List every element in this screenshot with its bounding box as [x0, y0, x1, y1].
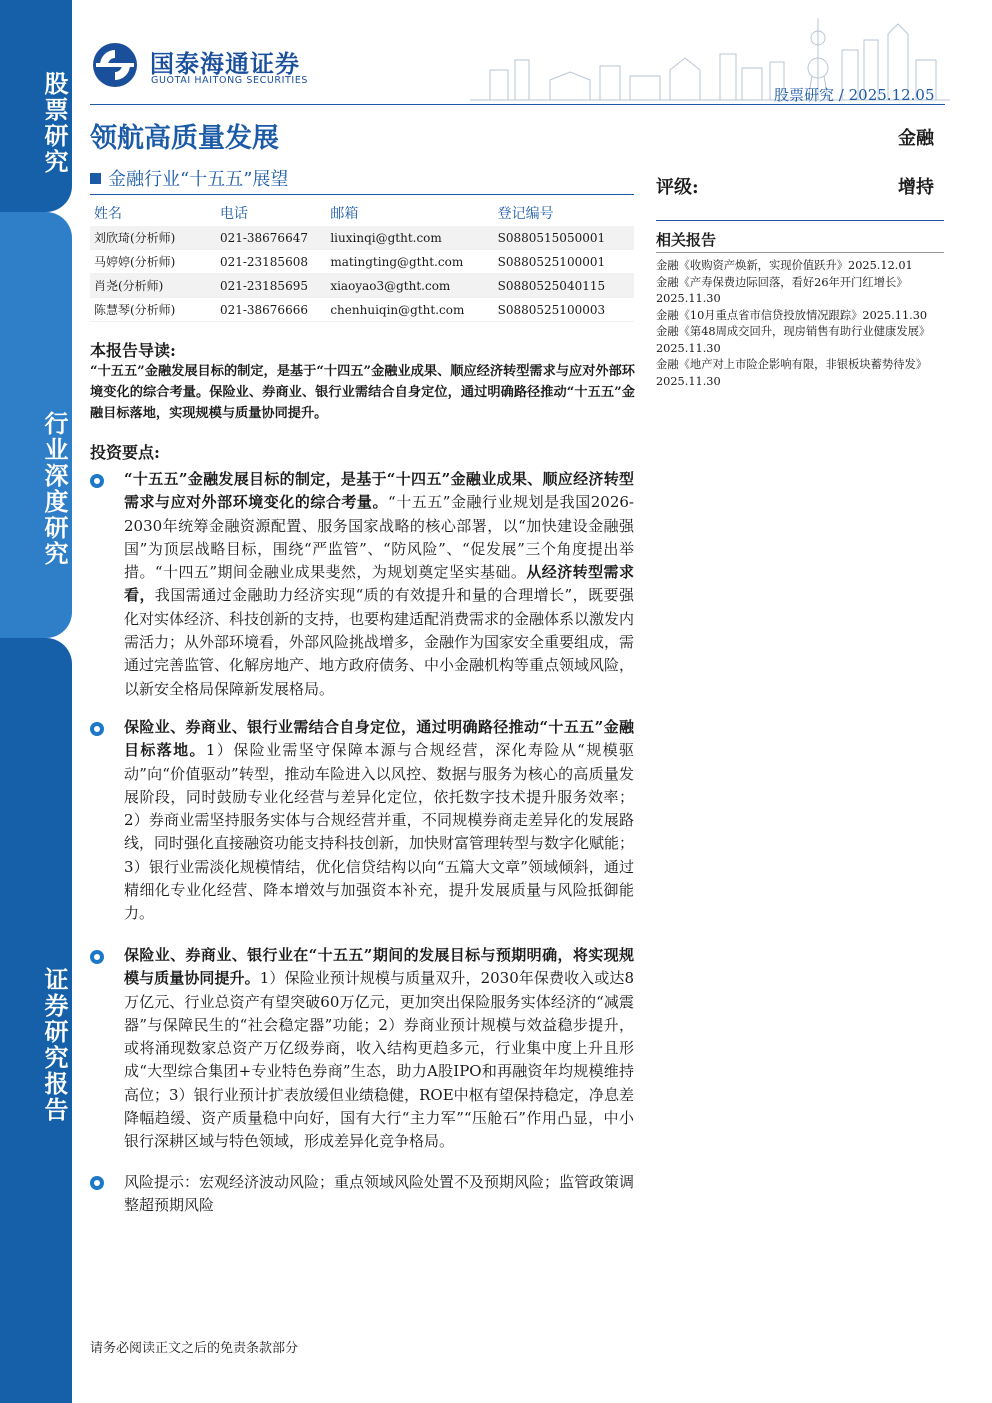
- investment-point: [124, 716, 634, 926]
- bullet-icon: [90, 474, 104, 488]
- brand-logo: [90, 40, 350, 90]
- sidebar-tab-industry-research: 行业深度研究: [0, 212, 72, 638]
- analyst-registration: S0880525100001: [494, 250, 634, 274]
- related-report-link[interactable]: 金融《地产对上市险企影响有限，非银板块蓄势待发》2025.11.30: [656, 358, 928, 388]
- investment-point: [124, 944, 634, 1154]
- analyst-name: 刘欣琦(分析师): [90, 226, 216, 250]
- sidebar-tab-securities-report: 证券研究报告: [0, 638, 72, 1403]
- analyst-phone: 021-23185608: [216, 250, 326, 274]
- analyst-phone: 021-38676666: [216, 298, 326, 322]
- breadcrumb-category: 股票研究: [774, 86, 835, 104]
- report-title: 领航高质量发展: [90, 123, 279, 154]
- analyst-phone: 021-38676647: [216, 226, 326, 250]
- analyst-name: 陈慧琴(分析师): [90, 298, 216, 322]
- point-bold-text: 从经济转型需求看，: [124, 563, 634, 605]
- guide-text: “十五五”金融发展目标的制定，是基于“十四五”金融业成果、顺应经济转型需求与应对外部环境变化的综合考量。保险业、券商业、银行业需结合自身定位，通过明确路径推动“十五五”金融目标落地，实现规模与质量协同提升。: [90, 364, 635, 421]
- bullet-icon: [90, 950, 104, 964]
- column-header-phone: 电话: [219, 206, 248, 222]
- point-text: “十五五”金融行业规划是我国2026-2030年统筹金融资源配置、服务国家战略的核心部署，以“加快建设金融强国”为顶层战略目标，围绕“严监管”、“防风险”、“促发展”三个角度提出举措。“十四五”期间金融业成果斐然，为规划奠定坚实基础。: [124, 493, 634, 582]
- related-reports-title: 相关报告: [656, 231, 717, 249]
- related-report-link[interactable]: 金融《产寿保费边际回落，看好26年开门红增长》2025.11.30: [656, 275, 908, 305]
- bullet-icon: [90, 722, 104, 736]
- breadcrumb-separator: /: [838, 86, 849, 104]
- analyst-registration: S0880525040115: [494, 274, 634, 298]
- disclaimer-footer[interactable]: 请务必阅读正文之后的免责条款部分: [90, 1341, 299, 1356]
- sidebar: [0, 0, 72, 1403]
- breadcrumb: [774, 84, 935, 105]
- industry-label: 金融: [898, 128, 934, 149]
- report-date: 2025.12.05: [848, 86, 935, 104]
- rating-value: 增持: [898, 177, 934, 198]
- related-report-link[interactable]: 金融《收购资产焕新，实现价值跃升》2025.12.01: [656, 259, 913, 272]
- table-header-row: [90, 200, 634, 226]
- rating-divider: [656, 220, 944, 221]
- analyst-email[interactable]: xiaoyao3@gtht.com: [326, 274, 493, 298]
- analysts-table: [90, 200, 634, 322]
- square-bullet-icon: [90, 173, 101, 184]
- rating-label: 评级:: [656, 177, 699, 198]
- analyst-email[interactable]: matingting@gtht.com: [326, 250, 493, 274]
- table-row: [90, 226, 634, 250]
- report-subtitle-text: 金融行业“十五五”展望: [108, 169, 289, 190]
- analyst-registration: S0880525100003: [494, 298, 634, 322]
- point-bold-text: “十五五”金融发展目标的制定，是基于“十四五”金融业成果、顺应经济转型需求与应对外部环境变化的综合考量。: [124, 470, 634, 512]
- point-text: 1）保险业预计规模与质量双升，2030年保费收入或达8万亿元、行业总资产有望突破60万亿元，更加突出保险服务实体经济的“减震器”与保障民生的“社会稳定器”功能；2）券商业预计规模与效益稳步提升，或将涌现数家总资产万亿级券商，收入结构更趋多元，行业集中度上升且形成“大型综合集团+专业特色券商”生态，助力A股IPO和再融资年均规模维持高位；3）银行业预计扩表放缓但业绩稳健，ROE中枢有望保持稳定，净息差降幅趋缓、资产质量稳中向好，国有大行“主力军”“压舱石”作用凸显，中小银行深耕区域与特色领域，形成差异化竞争格局。: [124, 969, 634, 1151]
- brand-name-cn: 国泰海通证券: [150, 50, 300, 78]
- related-report-link[interactable]: 金融《10月重点省市信贷投放情况跟踪》2025.11.30: [656, 308, 928, 322]
- sidebar-tab-stock-research: 股票研究: [0, 0, 72, 212]
- header-divider: [90, 104, 945, 105]
- related-reports-divider: [656, 252, 944, 253]
- bullet-icon: [90, 1176, 104, 1190]
- column-header-name: 姓名: [94, 206, 122, 222]
- logo-mark-icon: [90, 40, 146, 90]
- investment-point: [124, 468, 634, 701]
- point-bold-text: 保险业、券商业、银行业在“十五五”期间的发展目标与预期明确，将实现规模与质量协同提升。: [124, 946, 634, 988]
- point-text: 1）保险业需坚守保障本源与合规经营，深化寿险从“规模驱动”向“价值驱动”转型，推动车险进入以风控、数据与服务为核心的高质量发展阶段，同时鼓励专业化经营与差异化定位，依托数字技术提升服务效率；2）券商业需坚持服务实体与合规经营并重，不同规模券商走差异化的发展路线，同时强化直接融资功能支持科技创新，加快财富管理转型与数字化赋能；3）银行业需淡化规模情结，优化信贷结构以向“五篇大文章”领域倾斜，通过精细化专业化经营、降本增效与加强资本补充，提升发展质量与风险抵御能力。: [124, 741, 635, 923]
- column-header-registration: 登记编号: [497, 206, 554, 222]
- point-text: 我国需通过金融助力经济实现“质的有效提升和量的合理增长”，既要强化对实体经济、科技创新的支持，也要构建适配消费需求的金融体系以激发内需活力；从外部环境看，外部风险挑战增多，金融作为国家安全重要组成，需通过完善监管、化解房地产、地方政府债务、中小金融机构等重点领域风险，以新安全格局保障新发展格局。: [124, 586, 635, 698]
- analyst-registration: S0880515050001: [494, 226, 634, 250]
- table-row: [90, 298, 634, 322]
- report-subtitle: [90, 165, 288, 191]
- point-bold-text: 保险业、券商业、银行业需结合自身定位，通过明确路径推动“十五五”金融目标落地。: [124, 718, 634, 760]
- analyst-phone: 021-23185695: [216, 274, 326, 298]
- analyst-email[interactable]: liuxinqi@gtht.com: [326, 226, 493, 250]
- subtitle-divider: [90, 194, 634, 195]
- analyst-email[interactable]: chenhuiqin@gtht.com: [326, 298, 493, 322]
- investment-points-title: 投资要点:: [90, 443, 160, 462]
- column-header-email: 邮箱: [330, 206, 359, 222]
- risk-warning: 风险提示：宏观经济波动风险；重点领域风险处置不及预期风险；监管政策调整超预期风险: [124, 1173, 635, 1215]
- table-row: [90, 274, 634, 298]
- table-row: [90, 250, 634, 274]
- brand-name-en: GUOTAI HAITONG SECURITIES: [151, 75, 309, 86]
- related-reports-list: [656, 258, 946, 390]
- analyst-name: 马婷婷(分析师): [90, 250, 216, 274]
- guide-title: 本报告导读:: [90, 341, 176, 360]
- analyst-name: 肖尧(分析师): [90, 274, 216, 298]
- related-report-link[interactable]: 金融《第48周成交回升，现房销售有助行业健康发展》2025.11.30: [656, 325, 931, 355]
